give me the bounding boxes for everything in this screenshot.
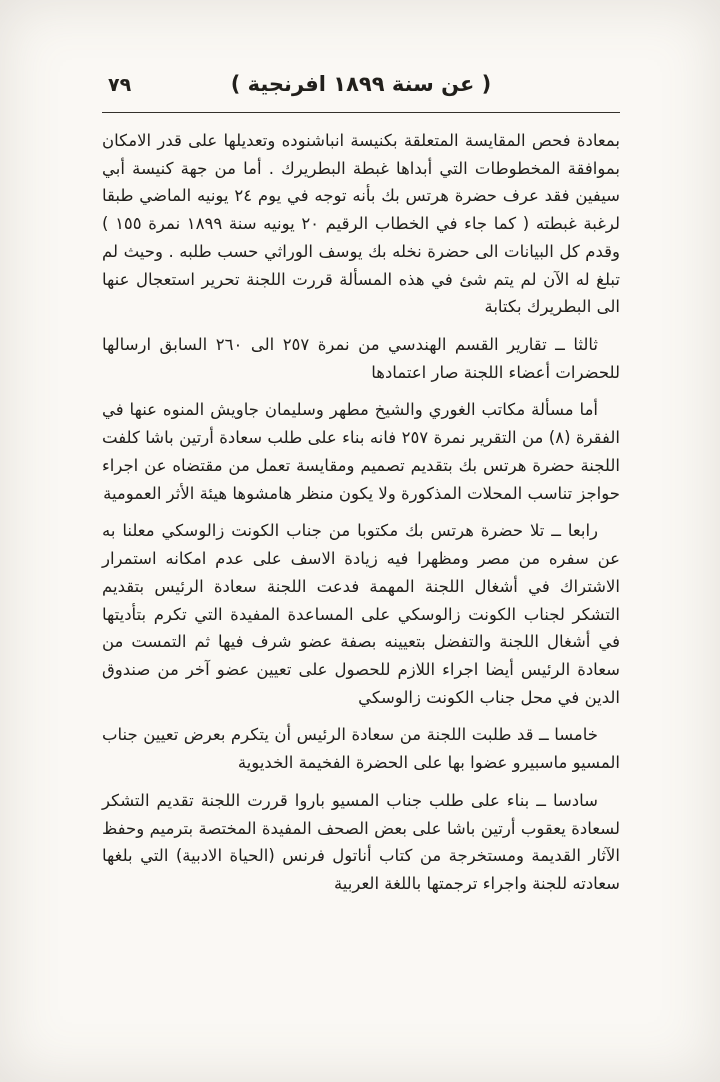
page-number: ٧٩ — [108, 74, 132, 96]
header-divider — [102, 112, 620, 113]
paragraph-rabian: رابعا ــ تلا حضرة هرتس بك مكتوبا من جناب الكونت زالوسكي معلنا به عن سفره من مصر ومظهرا فيه زيادة الاسف على عدم امكانه استمرار الاشتراك في أشغال اللجنة المهمة فدعت اللجنة سعادة الرئيس بتقديم التشكر لجناب الكونت زالوسكي على المساعدة المفيدة التي تكرم بتأديتها في أشغال اللجنة والتفضل بتعيينه بصفة عضو شرف فيها ثم التمست من سعادة الرئيس أيضا اجراء اللازم للحصول على تعيين عضو آخر من صندوق الدين في محل جناب الكونت زالوسكي — [102, 521, 620, 707]
paragraph-thalithan: ثالثا ــ تقارير القسم الهندسي من نمرة ٢٥٧ الى ٢٦٠ السابق ارسالها للحضرات أعضاء اللجنة صار اعتمادها — [102, 335, 620, 382]
paragraph-continuation: بمعادة فحص المقايسة المتعلقة بكنيسة انباشنوده وتعديلها على قدر الامكان بموافقة المخطوطات التي أبداها غبطة البطريرك . أما من جهة كنيسة أبي سيفين فقد عرف حضرة هرتس بك بأنه توجه في يوم ٢٤ يونيه الماضي طبقا لرغبة غبطته ( كما جاء في الخطاب الرقيم ٢٠ يونيه سنة ١٨٩٩ نمرة ١٥٥ ) وقدم كل البيانات الى حضرة نخله بك يوسف الوراثي حسب طلبه . وحيث لم تبلغ له الآن لم يتم شئ في هذه المسألة قررت اللجنة تحرير استعجال عنها الى البطريرك بكتابة — [102, 131, 621, 317]
page-title: ( عن سنة ١٨٩٩ افرنجية ) — [230, 72, 492, 96]
paragraph-khamisan: خامسا ــ قد طلبت اللجنة من سعادة الرئيس أن يتكرم بعرض تعيين جناب المسيو ماسبيرو عضوا بها على الحضرة الفخيمة الخديوية — [102, 725, 620, 773]
page-content — [102, 72, 620, 908]
body-text — [102, 127, 620, 898]
paragraph-offices-note: أما مسألة مكاتب الغوري والشيخ مطهر وسليمان جاويش المنوه عنها في الفقرة (٨) من التقرير نمرة ٢٥٧ فانه بناء على طلب سعادة أرتين باشا كلفت اللجنة حضرة هرتس بك بتقديم تصميم ومقايسة تعمل من مقتضاه عن اجراء حواجز تناسب المحلات المذكورة ولا يكون منظر هامشوها هيئة الأثر العمومية — [102, 400, 620, 503]
paragraph-sadisan: سادسا ــ بناء على طلب جناب المسيو باروا قررت اللجنة تقديم التشكر لسعادة يعقوب أرتين باشا على بعض الصحف المفيدة المختصة بترميم وحفظ الآثار القديمة ومستخرجة من كتاب أناتول فرنس (الحياة الادبية) التي بلغها سعادته للجنة واجراء ترجمتها باللغة العربية — [102, 790, 620, 893]
page-header — [102, 72, 620, 106]
